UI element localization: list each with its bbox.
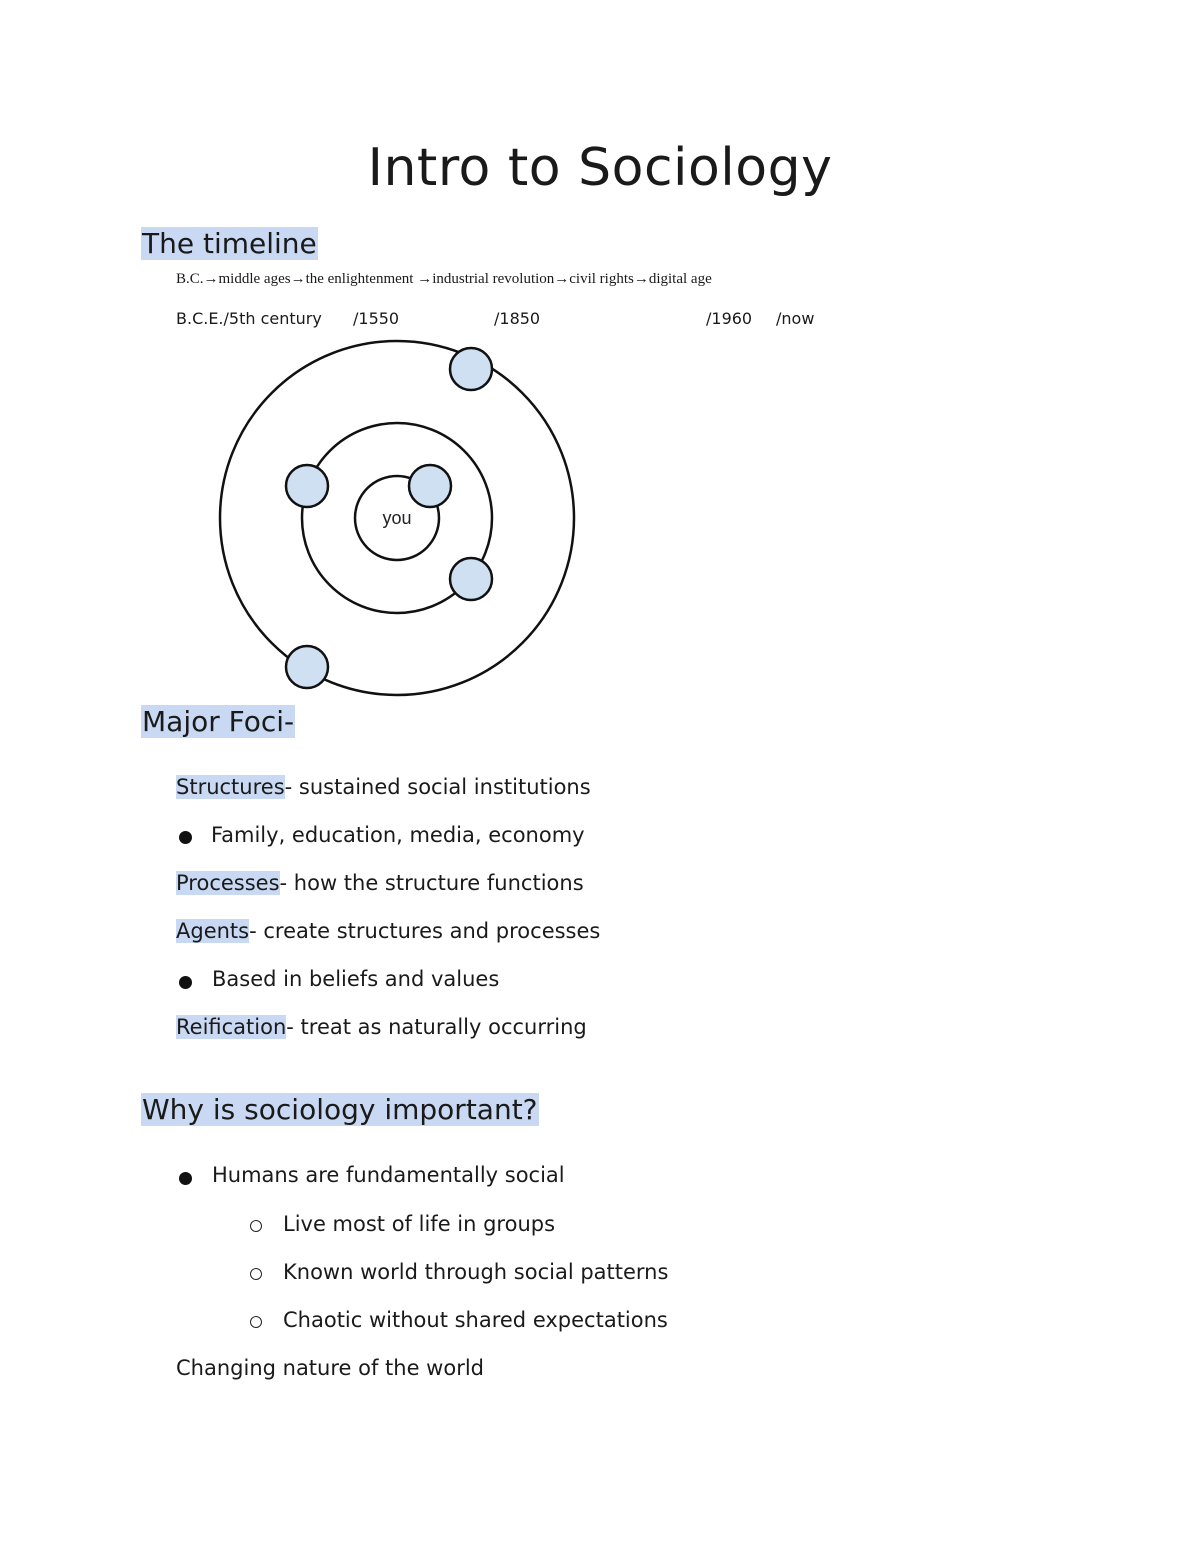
orbit-node [286, 646, 328, 688]
sub-bullet-expectations: Chaotic without shared expectations [283, 1308, 668, 1332]
date-1850: /1850 [494, 309, 541, 328]
concentric-diagram [0, 0, 1200, 720]
date-now: /now [776, 309, 815, 328]
sub-bullet-patterns: Known world through social patterns [283, 1260, 669, 1284]
sub-bullet-ring [250, 1268, 262, 1280]
reification-def: - treat as naturally occurring [286, 1015, 587, 1039]
agents-bullet: Based in beliefs and values [212, 967, 500, 991]
closing-line: Changing nature of the world [176, 1356, 484, 1380]
processes-term: Processes [176, 871, 280, 895]
agents-line [176, 916, 600, 946]
processes-line [176, 868, 584, 898]
sub-bullet-groups: Live most of life in groups [283, 1212, 556, 1236]
date-1960: /1960 [706, 309, 753, 328]
center-label: you [382, 508, 412, 528]
importance-heading: Why is sociology important? [142, 1093, 538, 1126]
agents-def: - create structures and processes [249, 919, 601, 943]
orbit-node [409, 465, 451, 507]
orbit-node [286, 465, 328, 507]
orbit-node [450, 348, 492, 390]
major-foci-heading: Major Foci- [142, 705, 295, 738]
structures-term: Structures [176, 775, 285, 799]
bullet-dot [179, 1172, 192, 1185]
date-1550: /1550 [353, 309, 400, 328]
orbit-node [450, 558, 492, 600]
timeline-eras: B.C.→middle ages→the enlightenment →industrial revolution→civil rights→digital age [176, 271, 712, 287]
reification-term: Reification [176, 1015, 287, 1039]
bullet-dot [179, 831, 192, 844]
page-title: Intro to Sociology [367, 138, 833, 198]
sub-bullet-ring [250, 1220, 262, 1232]
bullet-dot [179, 976, 192, 989]
date-bce: B.C.E./5th century [176, 309, 322, 328]
timeline-heading: The timeline [142, 227, 317, 260]
agents-term: Agents [176, 919, 250, 943]
structures-def: - sustained social institutions [284, 775, 591, 799]
structures-bullet: Family, education, media, economy [211, 823, 585, 847]
structures-line [176, 772, 591, 802]
sub-bullet-ring [250, 1316, 262, 1328]
reification-line [176, 1012, 587, 1042]
processes-def: - how the structure functions [279, 871, 584, 895]
importance-bullet: Humans are fundamentally social [212, 1163, 565, 1187]
